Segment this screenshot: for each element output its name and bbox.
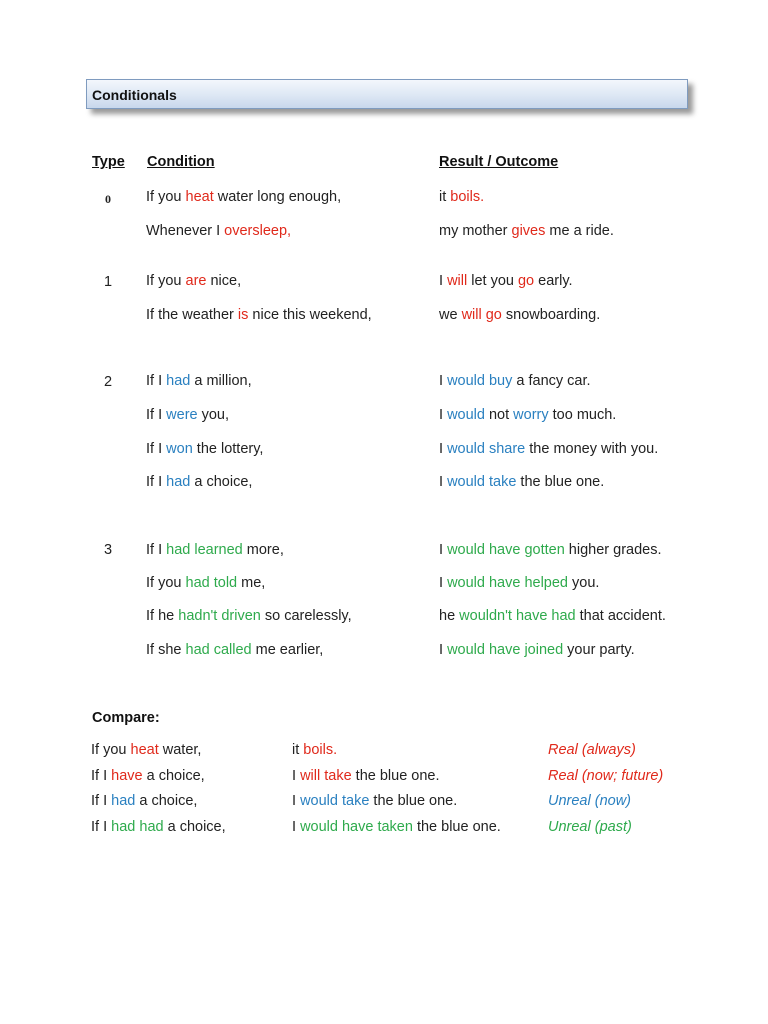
text-segment: I — [439, 575, 448, 591]
highlighted-verb: would share — [447, 441, 526, 457]
highlighted-verb: had — [166, 474, 191, 490]
highlighted-verb: will go — [461, 307, 502, 323]
compare-condition — [91, 793, 197, 809]
text-segment: the blue one. — [516, 474, 605, 490]
highlighted-verb: have — [111, 768, 143, 784]
highlighted-verb: would have gotten — [447, 542, 565, 558]
text-segment: the money with you. — [525, 441, 659, 457]
highlighted-verb: oversleep, — [224, 223, 292, 239]
compare-result — [292, 793, 457, 809]
text-segment: higher grades. — [564, 542, 662, 558]
text-segment: If I — [146, 542, 167, 558]
text-segment: a million, — [190, 373, 252, 389]
text-segment: he — [439, 608, 460, 624]
compare-label — [548, 742, 636, 758]
text-segment: water long enough, — [213, 189, 342, 205]
text-segment: a fancy car. — [512, 373, 591, 389]
text-segment: If I — [146, 407, 167, 423]
text-segment: I — [292, 768, 301, 784]
text-segment: me a ride. — [545, 223, 614, 239]
type-number: 3 — [103, 542, 113, 558]
highlighted-verb: boils. — [450, 189, 485, 205]
text-segment: I — [292, 819, 301, 835]
text-segment: I — [439, 441, 448, 457]
text-segment: I — [439, 642, 448, 658]
result-text — [439, 542, 662, 558]
highlighted-verb: would — [447, 407, 485, 423]
text-segment: the blue one. — [351, 768, 440, 784]
highlighted-verb: gives — [511, 223, 546, 239]
text-segment: If the weather — [146, 307, 238, 323]
text-segment: I — [439, 273, 448, 289]
condition-text — [146, 307, 372, 323]
text-segment: you. — [568, 575, 600, 591]
header-result: Result / Outcome — [439, 154, 559, 170]
highlighted-verb: is — [237, 307, 249, 323]
page-title: Conditionals — [92, 87, 177, 103]
compare-heading: Compare: — [92, 710, 160, 726]
highlighted-verb: would have helped — [447, 575, 568, 591]
highlighted-verb: Unreal (past) — [548, 819, 632, 835]
result-text — [439, 608, 666, 624]
text-segment: the blue one. — [412, 819, 501, 835]
text-segment: a choice, — [142, 768, 205, 784]
text-segment: a choice, — [135, 793, 198, 809]
text-segment: If you — [91, 742, 131, 758]
header-type: Type — [92, 154, 125, 170]
type-number: 0 — [105, 192, 111, 206]
text-segment: nice this weekend, — [248, 307, 372, 323]
condition-text — [146, 189, 341, 205]
result-text — [439, 307, 600, 323]
highlighted-verb: wouldn't have had — [459, 608, 576, 624]
text-segment: If I — [146, 373, 167, 389]
text-segment: nice, — [206, 273, 242, 289]
compare-condition — [91, 742, 201, 758]
condition-text — [146, 575, 265, 591]
result-text — [439, 223, 614, 239]
result-text — [439, 575, 599, 591]
result-text — [439, 373, 591, 389]
text-segment: If I — [91, 819, 112, 835]
highlighted-verb: will — [447, 273, 468, 289]
highlighted-verb: heat — [185, 189, 214, 205]
condition-text — [146, 441, 263, 457]
condition-text — [146, 474, 252, 490]
highlighted-verb: would take — [447, 474, 517, 490]
text-segment: it — [439, 189, 451, 205]
highlighted-verb: are — [185, 273, 207, 289]
highlighted-verb: heat — [130, 742, 159, 758]
highlighted-verb: were — [166, 407, 198, 423]
compare-condition — [91, 768, 205, 784]
text-segment: we — [439, 307, 462, 323]
highlighted-verb: Unreal (now) — [548, 793, 631, 809]
highlighted-verb: would have taken — [300, 819, 413, 835]
compare-result — [292, 768, 440, 784]
condition-text — [146, 273, 241, 289]
text-segment: I — [439, 407, 448, 423]
condition-text — [146, 407, 229, 423]
text-segment: not — [484, 407, 514, 423]
highlighted-verb: had told — [185, 575, 238, 591]
text-segment: let you — [467, 273, 518, 289]
text-segment: the lottery, — [192, 441, 264, 457]
text-segment: If I — [91, 768, 112, 784]
highlighted-verb: had learned — [166, 542, 243, 558]
highlighted-verb: go — [517, 273, 535, 289]
result-text — [439, 441, 658, 457]
highlighted-verb: had had — [111, 819, 164, 835]
highlighted-verb: Real (always) — [548, 742, 636, 758]
text-segment: snowboarding. — [501, 307, 601, 323]
text-segment: me earlier, — [251, 642, 324, 658]
header-condition: Condition — [147, 154, 215, 170]
text-segment: I — [439, 474, 448, 490]
text-segment: too much. — [548, 407, 617, 423]
compare-result — [292, 742, 337, 758]
condition-text — [146, 223, 291, 239]
highlighted-verb: boils. — [303, 742, 338, 758]
text-segment: If she — [146, 642, 186, 658]
text-segment: that accident. — [575, 608, 666, 624]
highlighted-verb: had — [111, 793, 136, 809]
result-text — [439, 474, 604, 490]
text-segment: my mother — [439, 223, 512, 239]
text-segment: early. — [534, 273, 573, 289]
text-segment: more, — [242, 542, 284, 558]
condition-text — [146, 642, 323, 658]
text-segment: me, — [237, 575, 266, 591]
text-segment: If I — [146, 474, 167, 490]
text-segment: the blue one. — [369, 793, 458, 809]
text-segment: a choice, — [163, 819, 226, 835]
text-segment: If he — [146, 608, 179, 624]
text-segment: If I — [91, 793, 112, 809]
text-segment: it — [292, 742, 304, 758]
highlighted-verb: had called — [185, 642, 252, 658]
highlighted-verb: will take — [300, 768, 352, 784]
highlighted-verb: worry — [513, 407, 549, 423]
text-segment: I — [439, 542, 448, 558]
text-segment: your party. — [563, 642, 635, 658]
result-text — [439, 189, 484, 205]
highlighted-verb: would take — [300, 793, 370, 809]
condition-text — [146, 608, 352, 624]
compare-label — [548, 768, 663, 784]
text-segment: you, — [197, 407, 230, 423]
title-box — [86, 79, 688, 109]
compare-label — [548, 793, 631, 809]
text-segment: If you — [146, 189, 186, 205]
condition-text — [146, 373, 252, 389]
result-text — [439, 273, 573, 289]
text-segment: a choice, — [190, 474, 253, 490]
text-segment: Whenever I — [146, 223, 225, 239]
result-text — [439, 642, 635, 658]
condition-text — [146, 542, 284, 558]
highlighted-verb: hadn't driven — [178, 608, 261, 624]
text-segment: I — [439, 373, 448, 389]
highlighted-verb: Real (now; future) — [548, 768, 664, 784]
text-segment: water, — [158, 742, 202, 758]
highlighted-verb: won — [166, 441, 193, 457]
text-segment: If you — [146, 273, 186, 289]
compare-label — [548, 819, 632, 835]
highlighted-verb: would have joined — [447, 642, 564, 658]
type-number: 2 — [103, 374, 113, 390]
compare-result — [292, 819, 501, 835]
highlighted-verb: would buy — [447, 373, 513, 389]
text-segment: If I — [146, 441, 167, 457]
text-segment: If you — [146, 575, 186, 591]
text-segment: so carelessly, — [260, 608, 352, 624]
compare-condition — [91, 819, 226, 835]
type-number: 1 — [103, 274, 113, 290]
text-segment: I — [292, 793, 301, 809]
result-text — [439, 407, 616, 423]
highlighted-verb: had — [166, 373, 191, 389]
